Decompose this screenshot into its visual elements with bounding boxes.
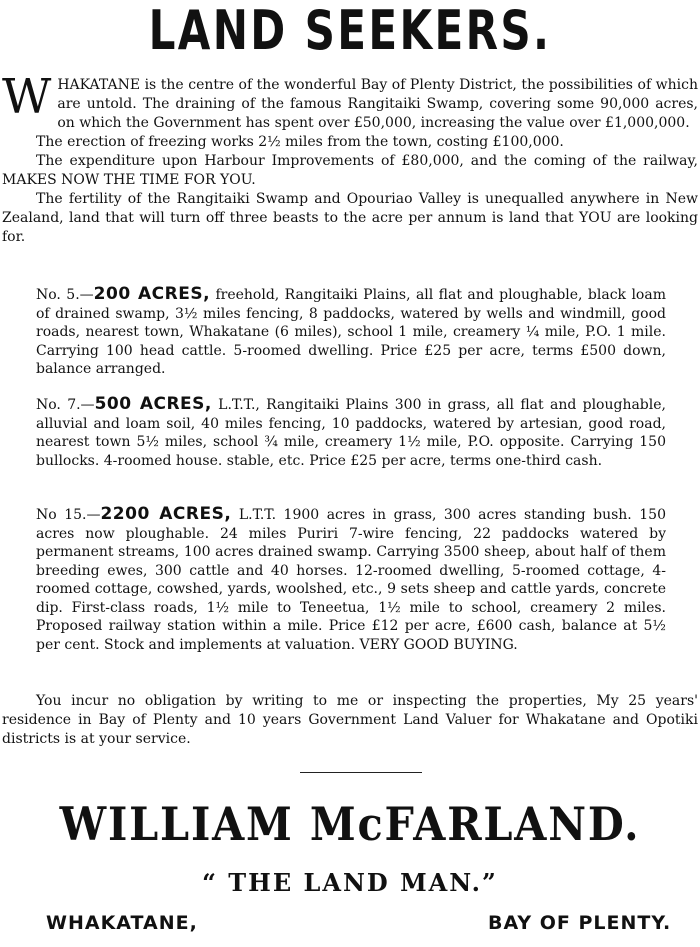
intro-paragraph-4: The fertility of the Rangitaiki Swamp and Opouriao Valley is unequalled anywhere in New Zealand, land that will turn off three beasts to the acre per annum is land that YOU are looking for. [2,191,698,245]
location-town: WHAKATANE, [46,912,198,934]
closing-paragraph: You incur no obligation by writing to me or inspecting the properties, My 25 years' residence in Bay of Plenty and 10 years Government Land Valuer for Whakatane and Opotiki districts is at your service. [2,693,698,747]
listing-description: L.T.T., Rangitaiki Plains 300 in grass, all flat and ploughable, alluvial and loam soil, 40 miles fencing, 10 paddocks, watered by artesian, good road, nearest town 5½ miles, school ¾ mile, creamery 1½ mile, P.O. opposite. Carrying 150 bullocks. 4-roomed house. stable, etc. Price £25 per acre, terms one-third cash. [36,397,666,469]
listing-no-15 [36,505,666,654]
listing-number: No. 5.— [36,287,94,303]
headline: LAND SEEKERS. [148,0,552,62]
intro-paragraph-1: WHAKATANE is the centre of the wonderful Bay of Plenty District, the possibilities of which are untold. The draining of the famous Rangitaiki Swamp, covering some 90,000 acres, on which the Government has spent over £50,000, increasing the value over £1,000,000. [2,69,698,131]
intro-section [2,69,698,247]
location-region: BAY OF PLENTY. [488,912,672,934]
listing-no-5 [36,285,666,379]
listing-acres: 500 ACRES, [94,394,212,414]
listing-no-7 [36,395,666,470]
listing-number: No 15.— [36,507,101,523]
listing-description: L.T.T. 1900 acres in grass, 300 acres standing bush. 150 acres now ploughable. 24 miles Puriri 7-wire fencing, 22 paddocks watered by permanent streams, 100 acres drained swamp. Carrying 3500 sheep, about half of them breeding ewes, 300 cattle and 40 horses. 12-roomed dwelling, 5-roomed cottage, 4-roomed cottage, cowshed, yards, woolshed, etc., 9 sets sheep and cattle yards, concrete dip. First-class roads, 1½ mile to Teneetua, 1½ mile to school, creamery 2 miles. Proposed railway station within a mile. Price £12 per acre, £600 cash, balance at 5½ per cent. Stock and implements at valuation. VERY GOOD BUYING. [36,507,666,653]
listing-number: No. 7.— [36,397,95,413]
divider-rule [300,772,422,773]
intro-paragraph-2: The erection of freezing works 2½ miles from the town, costing £100,000. [36,134,564,150]
agent-title: “ THE LAND MAN.” [202,868,498,897]
agent-name: WILLIAM McFARLAND. [59,797,641,851]
intro-paragraph-3: The expenditure upon Harbour Improvements of £80,000, and the coming of the railway, MAKES NOW THE TIME FOR YOU. [2,153,698,188]
listing-acres: 200 ACRES, [93,284,211,304]
listing-description: freehold, Rangitaiki Plains, all flat and ploughable, black loam of drained swamp, 3½ miles fencing, 8 paddocks, watered by wells and windmill, good roads, nearest town, Whakatane (6 miles), school 1 mile, creamery ¼ mile, P.O. 1 mile. Carrying 100 head cattle. 5-roomed dwelling. Price £25 per acre, terms £500 down, balance arranged. [36,287,666,377]
closing-section [2,692,698,749]
listing-acres: 2200 ACRES, [100,504,232,524]
